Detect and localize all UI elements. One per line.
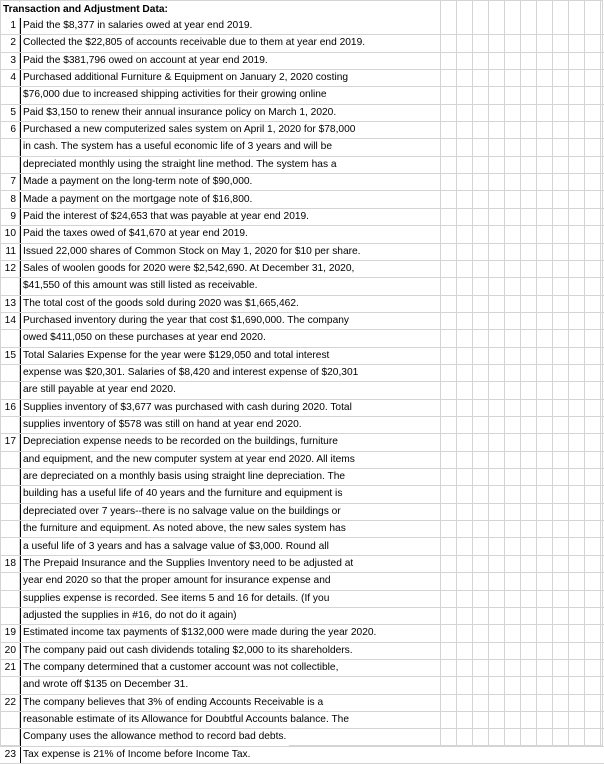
row-number[interactable] xyxy=(0,330,16,346)
row-number[interactable]: 6 xyxy=(10,124,16,136)
table-row xyxy=(0,486,604,503)
transaction-text[interactable]: Total Salaries Expense for the year were $129,050 and total interest xyxy=(20,348,332,364)
row-number[interactable]: 7 xyxy=(10,176,16,188)
transaction-text[interactable]: are depreciated on a monthly basis using straight line depreciation. The xyxy=(20,469,348,485)
transaction-text[interactable]: adjusted the supplies in #16, do not do it again) xyxy=(20,608,240,624)
transaction-text[interactable]: supplies inventory of $578 was still on hand at year end 2020. xyxy=(20,417,305,433)
table-row xyxy=(0,313,604,330)
table-row xyxy=(0,261,604,278)
table-row xyxy=(0,348,604,365)
table-row xyxy=(0,747,604,764)
table-row xyxy=(0,400,604,417)
transaction-text[interactable]: in cash. The system has a useful economic life of 3 years and will be xyxy=(20,139,335,155)
transaction-text[interactable]: supplies expense is recorded. See items 5 and 16 for details. (If you xyxy=(20,591,332,607)
row-number[interactable] xyxy=(0,382,16,398)
row-number[interactable]: 1 xyxy=(10,20,16,31)
transaction-text[interactable]: Paid the interest of $24,653 that was payable at year end 2019. xyxy=(20,209,312,225)
table-row xyxy=(0,608,604,625)
transaction-text[interactable]: Tax expense is 21% of Income before Income Tax. xyxy=(20,747,253,763)
transaction-text[interactable]: depreciated monthly using the straight line method. The system has a xyxy=(20,157,340,173)
table-row xyxy=(0,434,604,451)
table-row xyxy=(0,70,604,87)
table-row xyxy=(0,625,604,642)
row-number[interactable] xyxy=(0,712,16,728)
transaction-text[interactable]: Purchased additional Furniture & Equipment on January 2, 2020 costing xyxy=(20,70,351,86)
table-row xyxy=(0,573,604,590)
row-number[interactable]: 18 xyxy=(4,557,16,569)
row-number[interactable]: 9 xyxy=(10,210,16,222)
row-number[interactable] xyxy=(0,591,16,607)
transaction-text[interactable]: Supplies inventory of $3,677 was purchased with cash during 2020. Total xyxy=(20,400,355,416)
table-row xyxy=(0,18,604,35)
row-number[interactable]: 10 xyxy=(4,228,16,240)
transaction-text[interactable]: reasonable estimate of its Allowance for Doubtful Accounts balance. The xyxy=(20,712,352,728)
table-row xyxy=(0,469,604,486)
transaction-text[interactable]: Paid the $8,377 in salaries owed at year end 2019. xyxy=(20,18,255,34)
table-row xyxy=(0,712,604,729)
transaction-text[interactable]: Paid the $381,796 owed on account at year end 2019. xyxy=(20,53,271,69)
transaction-text[interactable]: Company uses the allowance method to record bad debts. xyxy=(20,729,289,745)
table-row xyxy=(0,226,604,243)
transaction-text[interactable]: Made a payment on the long-term note of $90,000. xyxy=(20,174,255,190)
transaction-text[interactable]: $76,000 due to increased shipping activities for their growing online xyxy=(20,87,330,103)
row-number[interactable] xyxy=(0,139,16,155)
transaction-text[interactable]: Made a payment on the mortgage note of $16,800. xyxy=(20,192,255,208)
row-number[interactable]: 13 xyxy=(4,297,16,309)
row-number[interactable]: 20 xyxy=(4,644,16,656)
transaction-text[interactable]: building has a useful life of 40 years and the furniture and equipment is xyxy=(20,486,345,502)
table-row xyxy=(0,174,604,191)
row-number[interactable] xyxy=(0,365,16,381)
table-row xyxy=(0,330,604,347)
transaction-text[interactable]: owed $411,050 on these purchases at year end 2020. xyxy=(20,330,269,346)
table-row xyxy=(0,53,604,70)
table-row xyxy=(0,695,604,712)
row-number[interactable] xyxy=(0,539,16,555)
table-row xyxy=(0,521,604,538)
row-number[interactable]: 16 xyxy=(4,401,16,413)
row-number[interactable]: 11 xyxy=(5,245,16,257)
table-row xyxy=(0,105,604,122)
row-number[interactable] xyxy=(0,677,16,693)
row-number[interactable] xyxy=(0,504,16,520)
transaction-text[interactable]: and wrote off $135 on December 31. xyxy=(20,677,191,693)
transaction-text[interactable]: The total cost of the goods sold during 2020 was $1,665,462. xyxy=(20,296,302,312)
transaction-text[interactable]: expense was $20,301. Salaries of $8,420 and interest expense of $20,301 xyxy=(20,365,361,381)
table-row xyxy=(0,643,604,660)
row-number[interactable]: 3 xyxy=(10,54,16,66)
transaction-text[interactable]: The company paid out cash dividends totaling $2,000 to its shareholders. xyxy=(20,643,356,659)
row-number[interactable]: 21 xyxy=(4,661,16,673)
sheet-title[interactable]: Transaction and Adjustment Data: xyxy=(3,2,171,18)
table-row xyxy=(0,660,604,677)
table-row xyxy=(0,87,604,104)
transaction-text[interactable]: Depreciation expense needs to be recorded on the buildings, furniture xyxy=(20,434,341,450)
transaction-text[interactable]: Collected the $22,805 of accounts receivable due to them at year end 2019. xyxy=(20,35,368,51)
row-number[interactable]: 4 xyxy=(10,72,16,84)
row-number[interactable]: 15 xyxy=(4,349,16,361)
table-row xyxy=(0,278,604,295)
table-row xyxy=(0,296,604,313)
table-row xyxy=(0,591,604,608)
row-number[interactable]: 17 xyxy=(4,436,16,448)
table-row xyxy=(0,122,604,139)
row-number[interactable] xyxy=(0,486,16,502)
row-number[interactable] xyxy=(0,469,16,485)
transaction-text[interactable]: Purchased inventory during the year that cost $1,690,000. The company xyxy=(20,313,352,329)
transaction-text[interactable]: Paid the taxes owed of $41,670 at year end 2019. xyxy=(20,226,251,242)
table-row xyxy=(0,209,604,226)
table-row xyxy=(0,417,604,434)
table-row xyxy=(0,539,604,556)
transaction-text[interactable]: and equipment, and the new computer system at year end 2020. All items xyxy=(20,452,358,468)
transaction-text[interactable]: the furniture and equipment. As noted above, the new sales system has xyxy=(20,521,349,537)
table-row xyxy=(0,365,604,382)
table-row xyxy=(0,382,604,399)
transaction-text[interactable]: The company believes that 3% of ending Accounts Receivable is a xyxy=(20,695,326,711)
transaction-text[interactable]: Sales of woolen goods for 2020 were $2,542,690. At December 31, 2020, xyxy=(20,261,357,277)
row-number[interactable] xyxy=(0,278,16,294)
table-row xyxy=(0,139,604,156)
row-number[interactable] xyxy=(0,87,16,103)
table-row xyxy=(0,192,604,209)
table-row xyxy=(0,504,604,521)
transaction-text[interactable]: are still payable at year end 2020. xyxy=(20,382,179,398)
row-number[interactable] xyxy=(0,417,16,433)
table-row xyxy=(0,157,604,174)
table-row xyxy=(0,244,604,261)
table-row xyxy=(0,35,604,52)
transaction-text[interactable]: The company determined that a customer account was not collectible, xyxy=(20,660,341,676)
transaction-text[interactable]: Purchased a new computerized sales system on April 1, 2020 for $78,000 xyxy=(20,122,358,138)
row-number[interactable] xyxy=(0,608,16,624)
transaction-text[interactable]: a useful life of 3 years and has a salvage value of $3,000. Round all xyxy=(20,539,332,555)
transaction-text[interactable]: Estimated income tax payments of $132,000 were made during the year 2020. xyxy=(20,625,379,641)
row-number[interactable]: 2 xyxy=(10,37,16,49)
row-number[interactable]: 8 xyxy=(10,193,16,205)
row-number[interactable]: 14 xyxy=(4,314,16,326)
transaction-text[interactable]: Issued 22,000 shares of Common Stock on May 1, 2020 for $10 per share. xyxy=(20,244,364,260)
table-row xyxy=(0,729,604,746)
transaction-text[interactable]: depreciated over 7 years--there is no salvage value on the buildings or xyxy=(20,504,344,520)
row-number[interactable] xyxy=(0,729,16,745)
table-row xyxy=(0,677,604,694)
table-row xyxy=(0,556,604,573)
row-number[interactable] xyxy=(0,521,16,537)
row-number[interactable]: 23 xyxy=(4,748,16,760)
table-row xyxy=(0,452,604,469)
row-number[interactable] xyxy=(0,452,16,468)
row-number[interactable]: 5 xyxy=(10,106,16,118)
row-number[interactable]: 19 xyxy=(4,627,16,639)
transaction-text[interactable]: Paid $3,150 to renew their annual insurance policy on March 1, 2020. xyxy=(20,105,339,121)
row-number[interactable] xyxy=(0,157,16,173)
transaction-text[interactable]: $41,550 of this amount was still listed as receivable. xyxy=(20,278,260,294)
row-number[interactable] xyxy=(0,573,16,589)
row-number[interactable]: 22 xyxy=(4,696,16,708)
transaction-text[interactable]: year end 2020 so that the proper amount for insurance expense and xyxy=(20,573,334,589)
transaction-text[interactable]: The Prepaid Insurance and the Supplies Inventory need to be adjusted at xyxy=(20,556,356,572)
row-number[interactable]: 12 xyxy=(4,262,16,274)
